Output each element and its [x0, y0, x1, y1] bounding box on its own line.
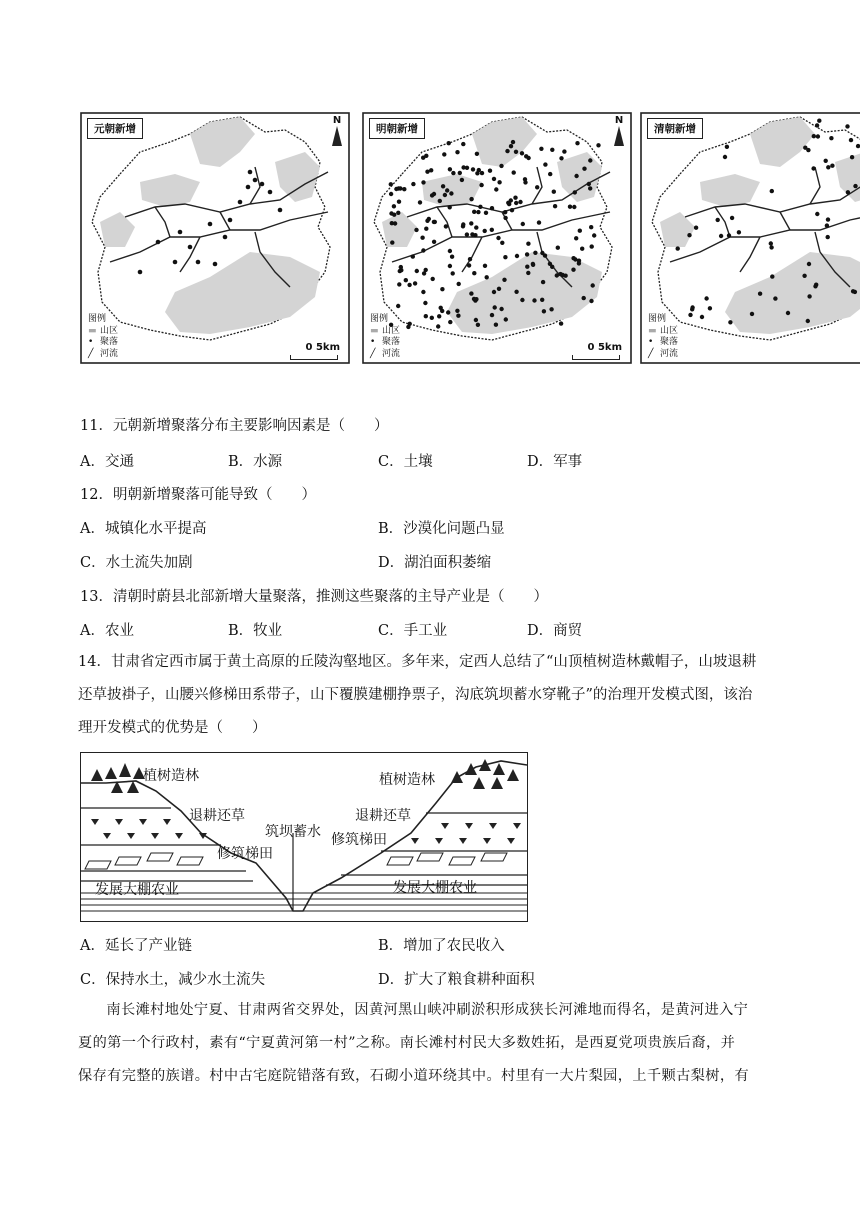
- legend-mountain: ▬ 山区: [648, 325, 679, 336]
- settlement-dot: [514, 290, 518, 294]
- settlement-dot: [728, 320, 732, 324]
- settlement-dot: [509, 144, 513, 148]
- settlement-dot: [723, 155, 727, 159]
- settlement-dot: [591, 283, 595, 287]
- settlement-dot: [694, 226, 698, 230]
- settlement-dot: [425, 219, 429, 223]
- settlement-dot: [815, 212, 819, 216]
- settlement-dot: [750, 312, 754, 316]
- settlement-dot: [451, 171, 455, 175]
- settlement-dot: [492, 177, 496, 181]
- settlement-dot: [490, 313, 494, 317]
- settlement-dot: [688, 313, 692, 317]
- settlement-dot: [392, 204, 396, 208]
- settlement-dot: [442, 152, 446, 156]
- settlement-dot: [704, 296, 708, 300]
- settlement-dot: [424, 268, 428, 272]
- settlement-dot: [476, 210, 480, 214]
- legend-settlement: • 聚落: [648, 337, 679, 347]
- settlement-dot: [540, 298, 544, 302]
- settlement-dot: [492, 290, 496, 294]
- settlement-dot: [532, 298, 536, 302]
- settlement-dot: [813, 284, 817, 288]
- settlement-dot: [559, 321, 563, 325]
- settlement-dot: [571, 256, 575, 260]
- q12-stem: 12．明朝新增聚落可能导致（ ）: [80, 487, 316, 503]
- settlement-dot: [815, 123, 819, 127]
- settlement-dot: [424, 154, 428, 158]
- settlement-dot: [406, 325, 410, 329]
- settlement-dot: [503, 255, 507, 259]
- settlement-dot: [572, 205, 576, 209]
- settlement-dot: [503, 210, 507, 214]
- settlement-dot: [770, 274, 774, 278]
- settlement-dot: [430, 316, 434, 320]
- settlement-dot: [559, 156, 563, 160]
- settlement-dot: [770, 189, 774, 193]
- settlement-dot: [396, 211, 400, 215]
- settlement-dot: [444, 224, 448, 228]
- settlement-dot: [483, 229, 487, 233]
- settlement-dot: [525, 265, 529, 269]
- settlement-dot: [786, 311, 790, 315]
- settlement-dot: [580, 247, 584, 251]
- settlement-dot: [541, 280, 545, 284]
- settlement-dot: [513, 196, 517, 200]
- settlement-dot: [512, 170, 516, 174]
- settlement-dot: [535, 185, 539, 189]
- q12-option-b[interactable]: B．沙漠化问题凸显: [378, 521, 505, 537]
- map-legend: [370, 314, 400, 360]
- settlement-dot: [826, 165, 830, 169]
- settlement-dot: [413, 281, 417, 285]
- q11-option-b[interactable]: B．水源: [228, 454, 283, 470]
- settlement-dot: [730, 216, 734, 220]
- settlement-dot: [824, 159, 828, 163]
- settlement-dot: [802, 274, 806, 278]
- map-ming-graphic: [362, 112, 632, 364]
- settlement-dot: [389, 211, 393, 215]
- label-right-greenhouse: 发展大棚农业: [393, 880, 477, 896]
- settlement-dot: [425, 170, 429, 174]
- label-right-grass: 退耕还草: [355, 808, 411, 824]
- settlement-dot: [424, 227, 428, 231]
- settlement-dot: [526, 242, 530, 246]
- settlement-dot: [461, 142, 465, 146]
- settlement-dot: [853, 290, 857, 294]
- settlement-dot: [716, 218, 720, 222]
- settlement-dot: [825, 223, 829, 227]
- settlement-dot: [389, 192, 393, 196]
- settlement-dot: [404, 278, 408, 282]
- settlement-dot: [479, 183, 483, 187]
- q14-option-c[interactable]: C．保持水土，减少水土流失: [80, 972, 266, 988]
- settlement-dot: [806, 148, 810, 152]
- settlement-dot: [588, 158, 592, 162]
- settlement-dot: [687, 233, 691, 237]
- settlement-dot: [562, 149, 566, 153]
- settlement-dot: [511, 140, 515, 144]
- settlement-dot: [719, 234, 723, 238]
- settlement-dot: [817, 119, 821, 123]
- settlement-dot: [398, 186, 402, 190]
- map-qing: [640, 112, 860, 364]
- label-left-terrace: 修筑梯田: [217, 846, 273, 862]
- settlement-dot: [411, 182, 415, 186]
- scale-label: 0 5km: [305, 342, 340, 353]
- settlement-dot: [461, 222, 465, 226]
- settlement-dot: [503, 216, 507, 220]
- settlement-dot: [407, 283, 411, 287]
- settlement-dot: [548, 172, 552, 176]
- settlement-dot: [573, 190, 577, 194]
- label-left-forest: 植树造林: [143, 768, 199, 784]
- settlement-dot: [474, 297, 478, 301]
- q13-option-b[interactable]: B．牧业: [228, 623, 283, 639]
- settlement-dot: [414, 228, 418, 232]
- settlement-dot: [539, 147, 543, 151]
- settlement-dot: [458, 171, 462, 175]
- settlement-dot: [432, 240, 436, 244]
- settlement-dot: [588, 186, 592, 190]
- settlement-dot: [474, 225, 478, 229]
- settlement-dot: [490, 206, 494, 210]
- settlement-dot: [457, 282, 461, 286]
- settlement-dot: [758, 292, 762, 296]
- settlement-dot: [505, 149, 509, 153]
- settlement-dot: [826, 217, 830, 221]
- map-legend: [648, 314, 678, 360]
- map-title: 明朝新增: [369, 118, 425, 139]
- settlement-dot: [397, 282, 401, 286]
- settlement-dot: [460, 178, 464, 182]
- q14-stem-line: 14．甘肃省定西市属于黄土高原的丘陵沟壑地区。多年来，定西人总结了“山顶植树造林戴帽子，山坡退耕: [78, 654, 757, 670]
- settlement-dot: [540, 251, 544, 255]
- settlement-dot: [448, 320, 452, 324]
- settlement-dot: [493, 305, 497, 309]
- settlement-dot: [448, 249, 452, 253]
- settlement-dot: [448, 167, 452, 171]
- settlement-dot: [399, 265, 403, 269]
- settlement-dot: [415, 269, 419, 273]
- settlement-dot: [845, 124, 849, 128]
- settlement-dot: [389, 182, 393, 186]
- settlement-dot: [737, 230, 741, 234]
- settlement-dot: [849, 138, 853, 142]
- settlement-dot: [582, 167, 586, 171]
- map-legend: [88, 314, 118, 360]
- settlement-dot: [475, 171, 479, 175]
- settlement-dot: [432, 220, 436, 224]
- q11-option-d[interactable]: D．军事: [527, 454, 583, 470]
- settlement-dot: [465, 166, 469, 170]
- scale-bar: [290, 355, 338, 360]
- settlement-dot: [500, 241, 504, 245]
- map-strip: [80, 112, 860, 364]
- settlement-dot: [543, 162, 547, 166]
- settlement-dot: [467, 263, 471, 267]
- settlement-dot: [456, 314, 460, 318]
- settlement-dot: [502, 278, 506, 282]
- settlement-dot: [812, 134, 816, 138]
- q11-stem: 11．元朝新增聚落分布主要影响因素是（ ）: [80, 418, 389, 434]
- settlement-dot: [390, 221, 394, 225]
- settlement-dot: [469, 291, 473, 295]
- settlement-dot: [478, 205, 482, 209]
- settlement-dot: [520, 151, 524, 155]
- settlement-dot: [560, 273, 564, 277]
- settlement-dot: [596, 143, 600, 147]
- settlement-dot: [533, 251, 537, 255]
- label-left-greenhouse: 发展大棚农业: [95, 882, 179, 898]
- legend-settlement: • 聚落: [370, 337, 401, 347]
- q14-stem: [78, 646, 788, 745]
- settlement-dot: [483, 264, 487, 268]
- settlement-dot: [811, 166, 815, 170]
- map-ming: [362, 112, 632, 364]
- settlement-dot: [531, 262, 535, 266]
- settlement-dot: [446, 310, 450, 314]
- settlement-dot: [526, 156, 530, 160]
- settlement-dot: [440, 309, 444, 313]
- settlement-dot: [448, 264, 452, 268]
- settlement-dot: [447, 141, 451, 145]
- settlement-dot: [469, 221, 473, 225]
- legend-mountain: ▬ 山区: [370, 325, 401, 336]
- settlement-dot: [708, 306, 712, 310]
- settlement-dot: [423, 301, 427, 305]
- settlement-dot: [488, 169, 492, 173]
- map-title: 元朝新增: [87, 118, 143, 139]
- legend-title: 图例: [648, 314, 667, 324]
- settlement-dot: [437, 314, 441, 318]
- settlement-dot: [592, 233, 596, 237]
- settlement-dot: [525, 252, 529, 256]
- settlement-dot: [725, 145, 729, 149]
- settlement-dot: [574, 174, 578, 178]
- settlement-dot: [590, 244, 594, 248]
- settlement-dot: [472, 210, 476, 214]
- settlement-dot: [431, 277, 435, 281]
- label-right-forest: 植树造林: [379, 772, 435, 788]
- settlement-dot: [445, 188, 449, 192]
- settlement-dot: [411, 254, 415, 258]
- q13-stem: 13．清朝时蔚县北部新增大量聚落，推测这些聚落的主导产业是（ ）: [80, 589, 548, 605]
- q14-option-a[interactable]: A．延长了产业链: [80, 938, 192, 954]
- settlement-dot: [807, 262, 811, 266]
- legend-river: ╱ 河流: [370, 348, 401, 359]
- q14-stem-line: 理开发模式的优势是（ ）: [78, 720, 267, 736]
- settlement-dot: [773, 296, 777, 300]
- settlement-dot: [582, 296, 586, 300]
- north-arrow-icon: N: [612, 115, 626, 146]
- settlement-dot: [468, 257, 472, 261]
- settlement-dot: [396, 304, 400, 308]
- settlement-dot: [578, 229, 582, 233]
- map-title: 清朝新增: [647, 118, 703, 139]
- settlement-dot: [510, 208, 514, 212]
- settlement-dot: [443, 193, 447, 197]
- q13-option-a[interactable]: A．农业: [80, 623, 134, 639]
- q14-option-b[interactable]: B．增加了农民收入: [378, 938, 505, 954]
- reading-passage: [78, 994, 790, 1093]
- settlement-dot: [829, 136, 833, 140]
- settlement-dot: [490, 228, 494, 232]
- settlement-dot: [494, 323, 498, 327]
- settlement-dot: [548, 262, 552, 266]
- settlement-dot: [850, 155, 854, 159]
- settlement-dot: [509, 198, 513, 202]
- settlement-dot: [589, 225, 593, 229]
- settlement-dot: [727, 233, 731, 237]
- settlement-dot: [552, 190, 556, 194]
- legend-river: ╱ 河流: [88, 348, 119, 359]
- map-yuan-graphic: [80, 112, 350, 364]
- settlement-dot: [455, 309, 459, 313]
- settlement-dot: [521, 222, 525, 226]
- settlement-dot: [474, 318, 478, 322]
- settlement-dot: [577, 261, 581, 265]
- settlement-dot: [514, 150, 518, 154]
- settlement-dot: [806, 319, 810, 323]
- settlement-dot: [587, 182, 591, 186]
- settlement-dot: [485, 275, 489, 279]
- settlement-dot: [436, 324, 440, 328]
- settlement-dot: [571, 268, 575, 272]
- passage-line: 南长滩村地处宁夏、甘肃两省交界处，因黄河黑山峡冲刷淤积形成狭长河滩地而得名，是黄河进入宁: [106, 1002, 749, 1018]
- settlement-dot: [556, 246, 560, 250]
- legend-title: 图例: [88, 314, 107, 324]
- settlement-dot: [515, 254, 519, 258]
- settlement-dot: [420, 236, 424, 240]
- settlement-dot: [441, 184, 445, 188]
- q13-option-c[interactable]: C．手工业: [378, 623, 448, 639]
- terrace-diagram: [80, 752, 528, 922]
- settlement-dot: [424, 314, 428, 318]
- settlement-dot: [676, 246, 680, 250]
- label-right-terrace: 修筑梯田: [331, 832, 387, 848]
- settlement-dot: [438, 199, 442, 203]
- settlement-dot: [472, 271, 476, 275]
- settlement-dot: [440, 287, 444, 291]
- q11-option-c[interactable]: C．土壤: [378, 454, 433, 470]
- north-arrow-icon: N: [330, 115, 344, 146]
- legend-mountain: ▬ 山区: [88, 325, 119, 336]
- settlement-dot: [700, 315, 704, 319]
- q13-option-d[interactable]: D．商贸: [527, 623, 583, 639]
- q12-option-c[interactable]: C．水土流失加剧: [80, 555, 193, 571]
- legend-title: 图例: [370, 314, 389, 324]
- settlement-dot: [449, 191, 453, 195]
- scale-bar: [572, 355, 620, 360]
- settlement-dot: [394, 187, 398, 191]
- settlement-dot: [418, 200, 422, 204]
- settlement-dot: [397, 200, 401, 204]
- passage-line: 保存有完整的族谱。村中古宅庭院错落有致，石砌小道环绕其中。村里有一大片梨园，上千颗古梨树，有: [78, 1068, 750, 1084]
- passage-line: 夏的第一个行政村，素有“宁夏黄河第一村”之称。南长滩村村民大多数姓拓，是西夏党项贵族后裔，并: [78, 1035, 736, 1051]
- settlement-dot: [451, 271, 455, 275]
- settlement-dot: [826, 235, 830, 239]
- settlement-dot: [497, 180, 501, 184]
- settlement-dot: [475, 152, 479, 156]
- legend-settlement: • 聚落: [88, 337, 119, 347]
- settlement-dot: [499, 307, 503, 311]
- settlement-dot: [526, 271, 530, 275]
- settlement-dot: [390, 240, 394, 244]
- label-dam: 筑坝蓄水: [265, 824, 321, 840]
- settlement-dot: [553, 204, 557, 208]
- settlement-dot: [494, 187, 498, 191]
- settlement-dot: [769, 241, 773, 245]
- settlement-dot: [830, 164, 834, 168]
- settlement-dot: [484, 211, 488, 215]
- settlement-dot: [432, 192, 436, 196]
- settlement-dot: [421, 248, 425, 252]
- settlement-dot: [514, 201, 518, 205]
- settlement-dot: [471, 167, 475, 171]
- settlement-dot: [497, 287, 501, 291]
- settlement-dot: [690, 307, 694, 311]
- settlement-dot: [450, 255, 454, 259]
- settlement-dot: [448, 205, 452, 209]
- settlement-dot: [499, 164, 503, 168]
- settlement-dot: [465, 232, 469, 236]
- settlement-dot: [589, 299, 593, 303]
- settlement-dot: [807, 294, 811, 298]
- settlement-dot: [568, 205, 572, 209]
- settlement-dot: [537, 220, 541, 224]
- settlement-dot: [542, 309, 546, 313]
- settlement-dot: [555, 273, 559, 277]
- settlement-dot: [421, 180, 425, 184]
- settlement-dot: [574, 236, 578, 240]
- scale-label: 0 5km: [587, 342, 622, 353]
- settlement-dot: [816, 134, 820, 138]
- settlement-dot: [476, 323, 480, 327]
- settlement-dot: [523, 180, 527, 184]
- map-yuan: [80, 112, 350, 364]
- settlement-dot: [402, 187, 406, 191]
- settlement-dot: [769, 245, 773, 249]
- settlement-dot: [469, 197, 473, 201]
- legend-river: ╱ 河流: [648, 348, 679, 359]
- settlement-dot: [421, 290, 425, 294]
- settlement-dot: [853, 184, 857, 188]
- settlement-dot: [518, 200, 522, 204]
- q14-stem-line: 还草披褂子，山腰兴修梯田系带子，山下覆膜建棚挣票子，沟底筑坝蓄水穿靴子”的治理开发模式图，该治: [78, 687, 753, 703]
- label-left-grass: 退耕还草: [189, 808, 245, 824]
- settlement-dot: [470, 232, 474, 236]
- settlement-dot: [846, 190, 850, 194]
- q12-option-a[interactable]: A．城镇化水平提高: [80, 521, 207, 537]
- q12-option-d[interactable]: D．湖泊面积萎缩: [378, 555, 492, 571]
- settlement-dot: [520, 298, 524, 302]
- q11-option-a[interactable]: A．交通: [80, 454, 134, 470]
- settlement-dot: [504, 317, 508, 321]
- q14-option-d[interactable]: D．扩大了粮食耕种面积: [378, 972, 535, 988]
- settlement-dot: [455, 150, 459, 154]
- settlement-dot: [549, 307, 553, 311]
- settlement-dot: [575, 141, 579, 145]
- settlement-dot: [480, 171, 484, 175]
- settlement-dot: [550, 148, 554, 152]
- settlement-dot: [496, 236, 500, 240]
